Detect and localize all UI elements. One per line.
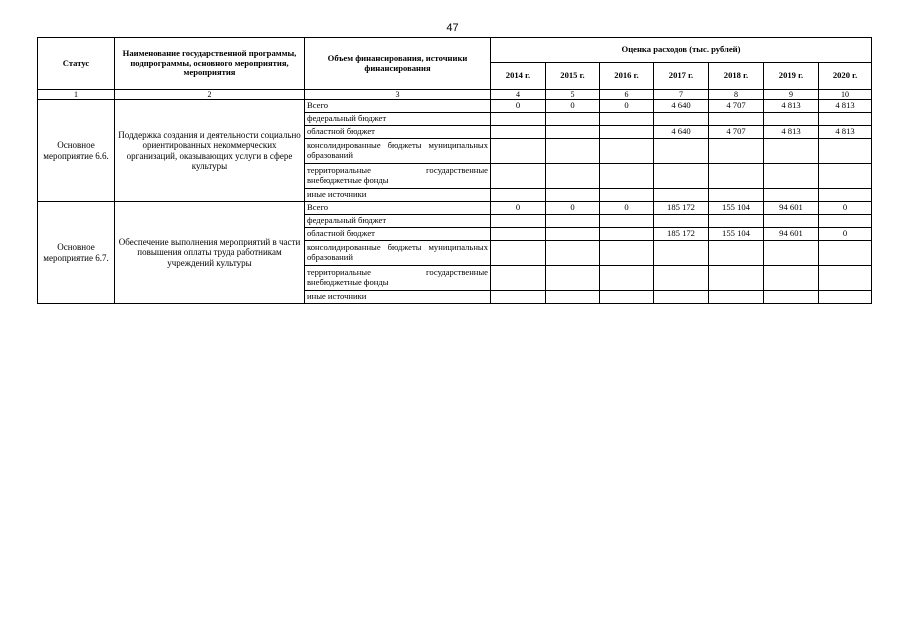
value-cell [546, 241, 600, 266]
value-cell: 4 640 [654, 100, 709, 113]
value-cell [600, 139, 654, 164]
page-number: 47 [446, 22, 459, 34]
value-cell: 4 813 [819, 100, 872, 113]
value-cell [709, 241, 764, 266]
value-cell [819, 241, 872, 266]
value-cell [491, 113, 546, 126]
budget-table [37, 37, 872, 304]
value-cell: 4 707 [709, 100, 764, 113]
value-cell: 4 640 [654, 126, 709, 139]
value-cell [491, 266, 546, 291]
funding-source-cell: иные источники [305, 291, 491, 304]
column-number: 5 [546, 90, 600, 100]
funding-source-cell: федеральный бюджет [305, 215, 491, 228]
funding-source-cell: иные источники [305, 189, 491, 202]
value-cell: 0 [600, 100, 654, 113]
value-cell: 185 172 [654, 228, 709, 241]
funding-source-cell: областной бюджет [305, 126, 491, 139]
column-number: 2 [115, 90, 305, 100]
value-cell [654, 113, 709, 126]
value-cell [764, 266, 819, 291]
header-year: 2020 г. [819, 63, 872, 90]
column-number: 9 [764, 90, 819, 100]
funding-source-cell: территориальные государственные внебюджетные фонды [305, 164, 491, 189]
column-number: 1 [38, 90, 115, 100]
column-number: 10 [819, 90, 872, 100]
column-numbers-row [38, 90, 872, 100]
value-cell [600, 215, 654, 228]
value-cell [600, 266, 654, 291]
value-cell: 185 172 [654, 202, 709, 215]
column-number: 4 [491, 90, 546, 100]
value-cell [600, 291, 654, 304]
program-name-cell: Поддержка создания и деятельности социально ориентированных некоммерческих организаций, оказывающих услуги в сфере культуры [115, 100, 305, 202]
value-cell [654, 266, 709, 291]
value-cell [546, 228, 600, 241]
value-cell [600, 241, 654, 266]
value-cell [546, 266, 600, 291]
column-number: 7 [654, 90, 709, 100]
value-cell [819, 215, 872, 228]
header-program-name: Наименование государственной программы, подпрограммы, основного мероприятия, мероприятия [115, 38, 305, 90]
value-cell [709, 113, 764, 126]
value-cell [764, 189, 819, 202]
value-cell [654, 164, 709, 189]
value-cell [654, 139, 709, 164]
table-body [38, 100, 872, 304]
value-cell [764, 291, 819, 304]
value-cell [764, 113, 819, 126]
value-cell [546, 189, 600, 202]
value-cell [819, 139, 872, 164]
value-cell [709, 266, 764, 291]
value-cell: 94 601 [764, 202, 819, 215]
column-number: 8 [709, 90, 764, 100]
value-cell: 155 104 [709, 228, 764, 241]
value-cell [491, 241, 546, 266]
value-cell: 0 [491, 100, 546, 113]
funding-source-cell: территориальные государственные внебюджетные фонды [305, 266, 491, 291]
value-cell [491, 126, 546, 139]
value-cell [819, 266, 872, 291]
value-cell [600, 164, 654, 189]
value-cell [819, 113, 872, 126]
header-year: 2014 г. [491, 63, 546, 90]
value-cell [491, 291, 546, 304]
value-cell [709, 291, 764, 304]
funding-source-cell: областной бюджет [305, 228, 491, 241]
table-row [38, 202, 872, 215]
value-cell [491, 189, 546, 202]
funding-source-cell: Всего [305, 202, 491, 215]
header-year: 2018 г. [709, 63, 764, 90]
value-cell [491, 139, 546, 164]
value-cell [491, 164, 546, 189]
value-cell [654, 189, 709, 202]
value-cell [546, 113, 600, 126]
value-cell: 0 [491, 202, 546, 215]
status-cell: Основное мероприятие 6.7. [38, 202, 115, 304]
value-cell: 0 [600, 202, 654, 215]
value-cell [709, 189, 764, 202]
value-cell: 155 104 [709, 202, 764, 215]
value-cell [546, 215, 600, 228]
value-cell [600, 126, 654, 139]
funding-source-cell: консолидированные бюджеты муниципальных образований [305, 241, 491, 266]
header-year: 2019 г. [764, 63, 819, 90]
value-cell: 4 813 [764, 126, 819, 139]
value-cell [709, 164, 764, 189]
header-funding: Объем финансирования, источники финансирования [305, 38, 491, 90]
header-year: 2017 г. [654, 63, 709, 90]
program-name-cell: Обеспечение выполнения мероприятий в части повышения оплаты труда работникам учреждений культуры [115, 202, 305, 304]
value-cell [709, 215, 764, 228]
value-cell: 0 [819, 228, 872, 241]
header-status: Статус [38, 38, 115, 90]
value-cell: 94 601 [764, 228, 819, 241]
value-cell [546, 164, 600, 189]
header-year: 2015 г. [546, 63, 600, 90]
value-cell: 4 707 [709, 126, 764, 139]
value-cell: 0 [546, 100, 600, 113]
header-row-1 [38, 38, 872, 63]
value-cell [491, 228, 546, 241]
value-cell [600, 189, 654, 202]
column-number: 3 [305, 90, 491, 100]
header-estimate: Оценка расходов (тыс. рублей) [491, 38, 872, 63]
value-cell [491, 215, 546, 228]
value-cell [764, 241, 819, 266]
value-cell [819, 189, 872, 202]
header-year: 2016 г. [600, 63, 654, 90]
value-cell [600, 113, 654, 126]
status-cell: Основное мероприятие 6.6. [38, 100, 115, 202]
value-cell [709, 139, 764, 164]
value-cell: 4 813 [764, 100, 819, 113]
value-cell [546, 126, 600, 139]
value-cell: 0 [546, 202, 600, 215]
funding-source-cell: федеральный бюджет [305, 113, 491, 126]
value-cell: 0 [819, 202, 872, 215]
funding-source-cell: Всего [305, 100, 491, 113]
value-cell [819, 164, 872, 189]
value-cell [654, 291, 709, 304]
value-cell [654, 241, 709, 266]
column-number: 6 [600, 90, 654, 100]
value-cell [764, 164, 819, 189]
value-cell [546, 139, 600, 164]
funding-source-cell: консолидированные бюджеты муниципальных образований [305, 139, 491, 164]
value-cell: 4 813 [819, 126, 872, 139]
value-cell [546, 291, 600, 304]
value-cell [764, 215, 819, 228]
table-row [38, 100, 872, 113]
value-cell [819, 291, 872, 304]
value-cell [654, 215, 709, 228]
value-cell [600, 228, 654, 241]
value-cell [764, 139, 819, 164]
